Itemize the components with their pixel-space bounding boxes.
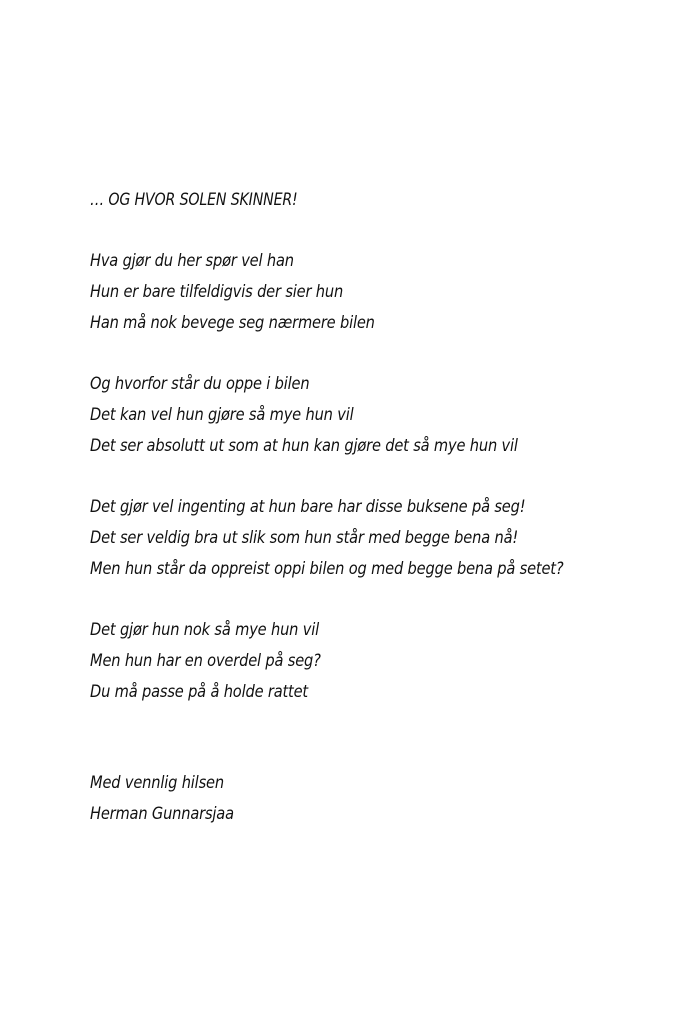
signature-name: Herman Gunnarsjaa (90, 804, 234, 824)
poem-line: Det gjør vel ingenting at hun bare har disse buksene på seg! (90, 497, 526, 517)
poem-line: Og hvorfor står du oppe i bilen (90, 374, 310, 394)
poem-line: Det gjør hun nok så mye hun vil (90, 620, 320, 640)
poem-line: Du må passe på å holde rattet (90, 682, 308, 702)
poem-line: Han må nok bevege seg nærmere bilen (90, 313, 375, 333)
poem-line: Men hun står da oppreist oppi bilen og med begge bena på setet? (90, 559, 564, 579)
poem-title: … OG HVOR SOLEN SKINNER! (90, 190, 298, 209)
poem-line: Det ser veldig bra ut slik som hun står med begge bena nå! (90, 528, 519, 548)
poem-line: Hva gjør du her spør vel han (90, 251, 294, 271)
poem-line: Hun er bare tilfeldigvis der sier hun (90, 282, 344, 302)
poem-line: Det ser absolutt ut som at hun kan gjøre det så mye hun vil (90, 436, 518, 456)
poem-line: Men hun har en overdel på seg? (90, 651, 321, 671)
poem-line: Det kan vel hun gjøre så mye hun vil (90, 405, 354, 425)
signature-closing: Med vennlig hilsen (90, 773, 224, 793)
